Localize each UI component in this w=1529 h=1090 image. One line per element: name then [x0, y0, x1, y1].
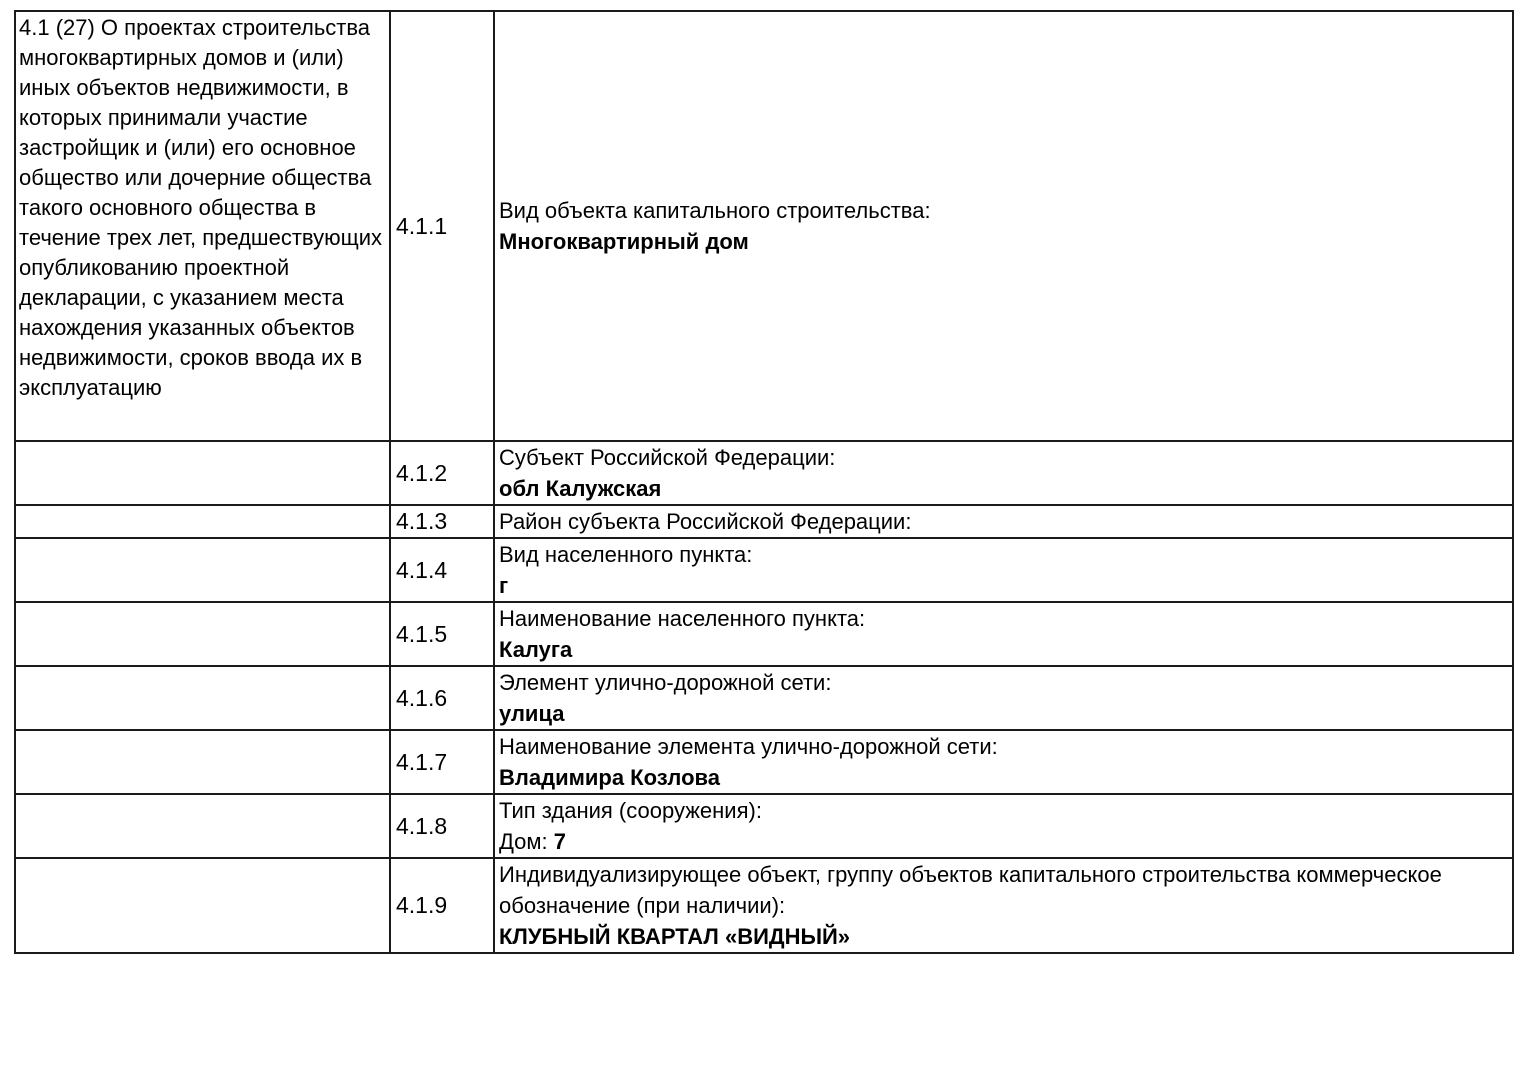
field-cell [494, 666, 1513, 730]
field-cell [494, 505, 1513, 538]
value-number: 7 [553, 829, 566, 854]
table-row [15, 505, 1513, 538]
field-label: Наименование населенного пункта: [499, 606, 866, 631]
row-code: 4.1.3 [390, 505, 494, 538]
table-row [15, 858, 1513, 953]
table-row [15, 538, 1513, 602]
field-value: Многоквартирный дом [499, 229, 749, 254]
row-code: 4.1.8 [390, 794, 494, 858]
empty-cell [15, 730, 390, 794]
field-cell [494, 11, 1513, 441]
table-row [15, 11, 1513, 441]
table-row [15, 730, 1513, 794]
field-label: Вид объекта капитального строительства: [499, 198, 931, 223]
field-cell [494, 441, 1513, 505]
field-value: КЛУБНЫЙ КВАРТАЛ «ВИДНЫЙ» [499, 924, 851, 949]
field-label: Индивидуализирующее объект, группу объектов капитального строительства коммерческое обозначение (при наличии): [499, 862, 1442, 918]
row-code: 4.1.6 [390, 666, 494, 730]
field-cell [494, 602, 1513, 666]
section-description-text: 4.1 (27) О проектах строительства многоквартирных домов и (или) иных объектов недвижимости, в которых принимали участие застройщик и (или) его основное общество или дочерние общества такого основного общества в течение трех лет, предшествующих опубликованию проектной декларации, с указанием места нахождения указанных объектов недвижимости, сроков ввода их в эксплуатацию [19, 15, 382, 400]
empty-cell [15, 666, 390, 730]
field-label: Вид населенного пункта: [499, 542, 753, 567]
field-value: обл Калужская [499, 476, 662, 501]
field-value [499, 826, 1507, 857]
field-label: Район субъекта Российской Федерации: [499, 509, 912, 534]
empty-cell [15, 538, 390, 602]
field-cell [494, 538, 1513, 602]
section-description-cell [15, 11, 390, 441]
project-declaration-table [14, 10, 1514, 954]
table-row [15, 441, 1513, 505]
empty-cell [15, 858, 390, 953]
table-row [15, 602, 1513, 666]
field-label: Субъект Российской Федерации: [499, 445, 836, 470]
row-code: 4.1.5 [390, 602, 494, 666]
row-code: 4.1.7 [390, 730, 494, 794]
field-label: Элемент улично-дорожной сети: [499, 670, 832, 695]
field-value: улица [499, 701, 565, 726]
value-prefix: Дом: [499, 829, 554, 854]
field-label: Тип здания (сооружения): [499, 798, 762, 823]
empty-cell [15, 794, 390, 858]
empty-cell [15, 505, 390, 538]
empty-cell [15, 441, 390, 505]
field-cell [494, 858, 1513, 953]
field-value: Калуга [499, 637, 573, 662]
empty-cell [15, 602, 390, 666]
table-row [15, 794, 1513, 858]
field-value: Владимира Козлова [499, 765, 720, 790]
field-value: г [499, 573, 509, 598]
field-label: Наименование элемента улично-дорожной сети: [499, 734, 998, 759]
field-cell [494, 730, 1513, 794]
row-code: 4.1.4 [390, 538, 494, 602]
row-code: 4.1.9 [390, 858, 494, 953]
row-code: 4.1.2 [390, 441, 494, 505]
row-code: 4.1.1 [390, 11, 494, 441]
field-cell [494, 794, 1513, 858]
table-row [15, 666, 1513, 730]
